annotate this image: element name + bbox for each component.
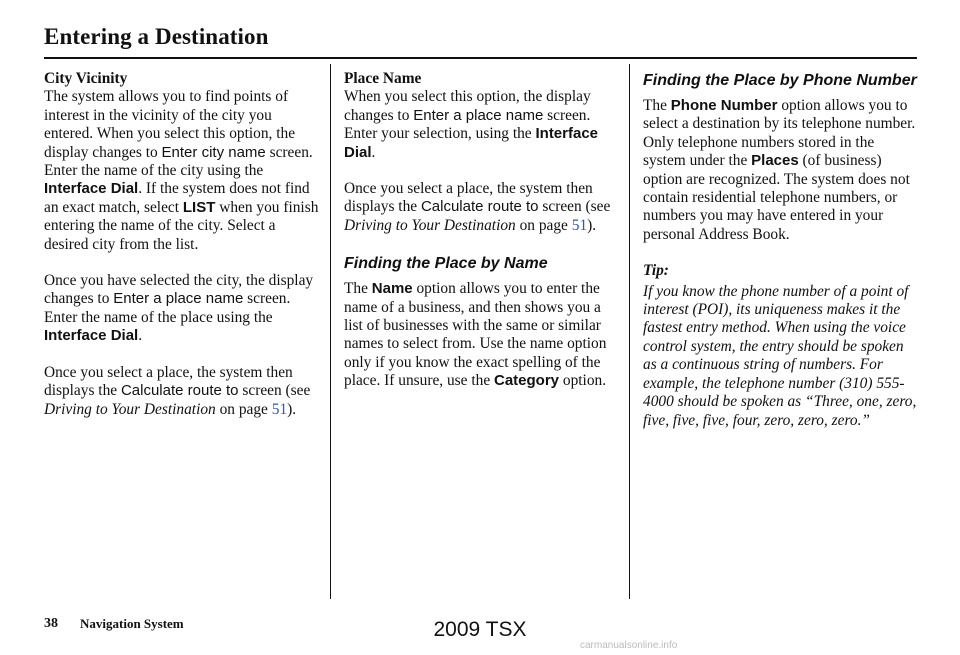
control-name: Phone Number xyxy=(670,97,778,114)
paragraph xyxy=(643,97,919,244)
text: Once you select a place, the system then displays the xyxy=(44,363,293,400)
text: Once you select a place, the system then displays the xyxy=(344,180,593,216)
reference-title: Driving to Your Destination xyxy=(344,216,516,234)
paragraph xyxy=(44,88,320,254)
page-link[interactable]: 51 xyxy=(571,216,588,234)
column-divider xyxy=(629,64,630,599)
text: when you finish entering the name of the city. Select a desired city from the list. xyxy=(44,198,319,253)
tip-label: Tip: xyxy=(643,262,669,280)
text: The xyxy=(643,97,671,114)
text: When you select this option, the display changes to xyxy=(344,88,591,124)
page-number: 38 xyxy=(44,616,58,631)
screen-name: Enter a place name xyxy=(113,290,244,308)
tip-text: If you know the phone number of a point of interest (POI), its uniqueness makes it the fastest entry method. When using the voice control system, the entry should be spoken as a continuous string of numbers. For example, the telephone number (310) 555-4000 should be spoken as “Three, one, zero, five, five, five, four, zero, zero, zero.” xyxy=(643,282,917,429)
page-link[interactable]: 51 xyxy=(271,400,288,418)
column-divider xyxy=(330,64,331,599)
paragraph xyxy=(344,88,620,162)
paragraph xyxy=(44,364,320,419)
text: ). xyxy=(587,216,597,234)
control-name: Interface Dial xyxy=(44,327,139,345)
paragraph xyxy=(344,280,620,390)
control-name: Category xyxy=(494,372,560,390)
control-name: Interface Dial xyxy=(344,125,599,161)
model-watermark: 2009 TSX xyxy=(433,618,527,641)
reference-title: Driving to Your Destination xyxy=(44,400,216,418)
text: Once you have selected the city, the display changes to xyxy=(44,272,314,308)
text: screen. Enter the name of the city using the xyxy=(44,143,313,180)
page-title: Entering a Destination xyxy=(44,24,269,49)
text: (of business) option are recognized. The system does not contain residential telephone numbers, or numbers you may have entered in your personal Address Book. xyxy=(643,152,910,243)
text: option allows you to enter the name of a business, and then shows you a list of businesses with the same or similar names to select from. Use the name option only if you know the exact spelling of the place. If unsure, use the xyxy=(344,280,607,390)
text: The system allows you to find points of interest in the vicinity of the city you entered. When you select this option, the display changes to xyxy=(44,88,296,161)
text: ). xyxy=(287,400,297,418)
text: screen. Enter the name of the place using the xyxy=(44,290,291,326)
text: on page xyxy=(215,400,272,418)
screen-name: Enter city name xyxy=(161,143,266,161)
text: screen (see xyxy=(238,382,311,400)
column-city-vicinity xyxy=(44,70,320,437)
control-name: LIST xyxy=(182,198,216,216)
text: The xyxy=(344,280,372,298)
title-rule xyxy=(44,57,917,59)
text: . xyxy=(371,143,376,161)
column-place-by-phone xyxy=(643,70,919,430)
screen-name: Calculate route to xyxy=(120,382,239,400)
text: option. xyxy=(559,372,607,390)
footer-section-title: Navigation System xyxy=(80,616,184,631)
section-heading-place-name: Place Name xyxy=(344,70,422,87)
paragraph xyxy=(44,272,320,346)
text: screen (see xyxy=(538,198,611,216)
text: . If the system does not find an exact match, select xyxy=(44,180,310,216)
column-place-name xyxy=(344,70,620,409)
control-name: Name xyxy=(371,280,413,298)
screen-name: Enter a place name xyxy=(413,106,544,124)
control-name: Interface Dial xyxy=(44,180,139,198)
text: option allows you to select a destination by its telephone number. Only telephone numbers stored in the system under the xyxy=(643,97,916,170)
control-name: Places xyxy=(751,152,799,170)
section-heading-city-vicinity: City Vicinity xyxy=(44,70,128,87)
paragraph xyxy=(344,180,620,235)
text: . xyxy=(138,327,143,345)
text: screen. Enter your selection, using the xyxy=(344,106,591,143)
text: on page xyxy=(515,216,572,234)
section-heading-place-by-phone: Finding the Place by Phone Number xyxy=(643,72,917,89)
screen-name: Calculate route to xyxy=(420,198,539,216)
section-heading-place-by-name: Finding the Place by Name xyxy=(344,255,548,273)
site-watermark: carmanualsonline.info xyxy=(580,640,678,651)
